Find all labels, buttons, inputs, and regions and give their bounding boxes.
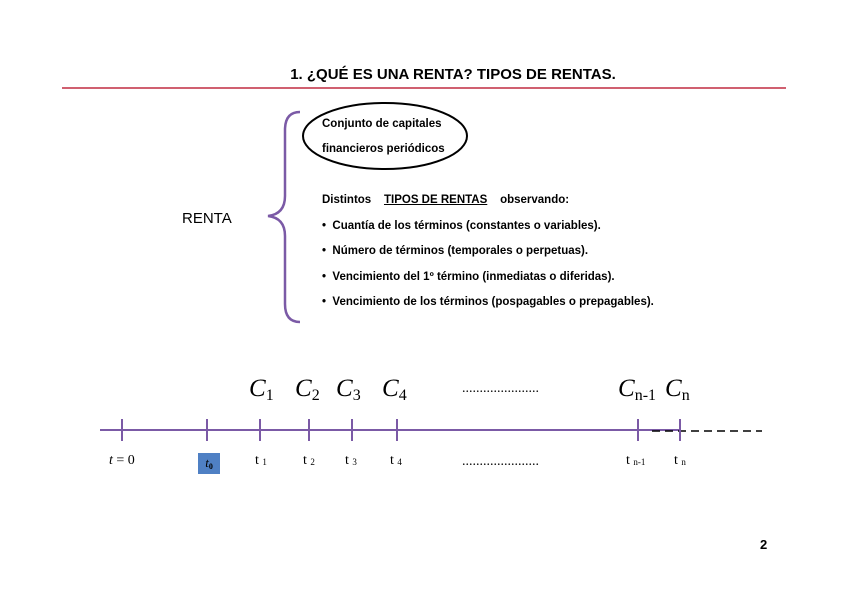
bullet-symbol: • [322, 220, 327, 232]
bullet-symbol: • [322, 296, 327, 308]
times-ellipsis: ...................... [462, 454, 539, 469]
types-intro [322, 194, 569, 206]
slide-title: 1. ¿QUÉ ES UNA RENTA? TIPOS DE RENTAS. [290, 66, 616, 83]
bullet-symbol: • [322, 245, 327, 257]
bullet-item [322, 271, 615, 283]
time-label: t $_1$ [255, 453, 267, 468]
bullet-item [322, 245, 588, 257]
capital-label: $C_4$ [382, 375, 407, 404]
t0-highlight-box: $t_0$ [198, 453, 220, 474]
page-number: 2 [760, 537, 768, 552]
capital-label: $C_1$ [249, 375, 274, 404]
time-label: t $_{n-1}$ [626, 453, 646, 468]
types-intro-link: TIPOS DE RENTAS [383, 194, 488, 206]
types-intro-suffix: observando: [500, 194, 570, 206]
bullet-text: Vencimiento de los términos (pospagables o prepagables). [332, 296, 654, 308]
bullet-text: Cuantía de los términos (constantes o variables). [332, 220, 601, 232]
bullet-item [322, 296, 654, 308]
definition-line-2: financieros periódicos [322, 143, 445, 155]
bullet-text: Número de términos (temporales o perpetuas). [332, 245, 589, 257]
curly-brace-shape [268, 112, 300, 322]
time-label: t $_3$ [345, 453, 357, 468]
capital-label: $C_2$ [295, 375, 320, 404]
types-intro-prefix: Distintos [322, 194, 372, 206]
bullet-item [322, 220, 601, 232]
capital-label: $C_n$ [665, 375, 690, 404]
capitals-ellipsis: ...................... [462, 381, 539, 396]
time-label: t $_n$ [674, 453, 686, 468]
origin-label: t = 0 [109, 453, 135, 468]
definition-oval-shape [303, 103, 467, 169]
definition-line-1: Conjunto de capitales [322, 118, 442, 130]
capital-label: $C_3$ [336, 375, 361, 404]
renta-label: RENTA [182, 210, 232, 227]
time-label: t $_4$ [390, 453, 402, 468]
bullet-symbol: • [322, 271, 327, 283]
bullet-text: Vencimiento del 1º término (inmediatas o diferidas). [332, 271, 615, 283]
capital-label: $C_{n-1}$ [618, 375, 657, 404]
time-label: t $_2$ [303, 453, 315, 468]
